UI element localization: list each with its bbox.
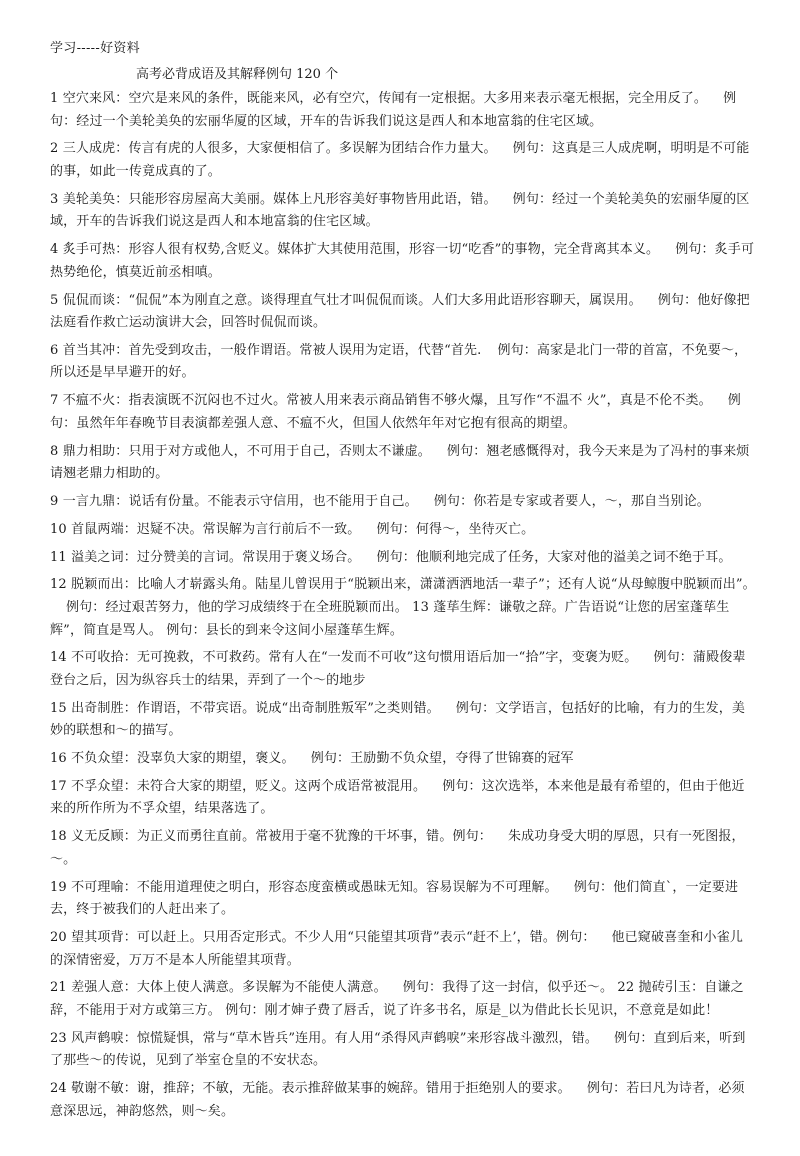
idiom-example: 例句：你若是专家或者要人，～，那自当别论。 xyxy=(433,494,710,509)
idiom-example: 例句：他好像把法庭看作救亡运动演讲大会，回答时侃侃而谈。 xyxy=(50,292,750,331)
idiom-definition: 作谓语，不带宾语。说成“出奇制胜叛军”之类则错。 xyxy=(136,700,440,716)
idiom-entry xyxy=(50,927,756,972)
idiom-list xyxy=(50,88,756,1156)
idiom-example: 例句：若曰凡为诗者，必须意深思远，神韵悠然，则～矣。 xyxy=(50,1081,745,1119)
idiom-example: 例句：直到后来，听到了那些～的传说，见到了举室仓皇的不安状态。 xyxy=(50,1030,746,1069)
idiom-entry xyxy=(50,748,756,771)
idiom-example: 他已窥破喜奎和小雀儿的深情密爱，万万不是本人所能望其项背。 xyxy=(50,929,744,968)
idiom-example: 例句：蒲殿俊辈登台之后，因为纵容兵士的结果，弄到了一个～的地步 xyxy=(50,650,746,688)
idiom-term: 11 溢美之词： xyxy=(50,549,137,565)
idiom-entry xyxy=(50,88,756,133)
idiom-example: 例句：经过艰苦努力，他的学习成绩终于在全班脱颖而出。 13 蓬荜生辉：谦敬之辞。广告语说“让您的居室蓬荜生辉”，简直是骂人。 例句：县长的到来令这间小屋蓬荜生辉。 xyxy=(50,599,730,638)
idiom-term: 5 侃侃而谈： xyxy=(50,292,129,308)
idiom-definition: 无可挽救，不可救药。常有人在“一发而不可收”这句惯用语后加一“拾”字，变褒为贬。 xyxy=(136,650,638,666)
idiom-definition: 为正义而勇往直前。常被用于毫不犹豫的干坏事，错。例句： xyxy=(136,829,492,845)
idiom-term: 19 不可理喻： xyxy=(50,879,137,895)
idiom-entry xyxy=(50,776,756,821)
idiom-entry xyxy=(50,1028,756,1073)
idiom-entry xyxy=(50,574,756,642)
idiom-term: 14 不可收拾： xyxy=(50,650,137,666)
idiom-definition: 惊慌疑惧，常与“草木皆兵”连用。有人用“杀得风声鹤唳”来形容战斗激烈，错。 xyxy=(136,1030,599,1046)
idiom-definition: 只能形容房屋高大美丽。媒体上凡形容美好事物皆用此语，错。 xyxy=(128,191,497,207)
idiom-example: 例句：这真是三人成虎啊，明明是不可能的事，如此一传竟成真的了。 xyxy=(50,141,750,179)
idiom-example: 例句：他顺利地完成了任务，大家对他的溢美之词不绝于耳。 xyxy=(376,549,732,565)
idiom-term: 12 脱颖而出： xyxy=(50,577,137,593)
idiom-example: 例句：我得了这一封信，似乎还～。 22 抛砖引玉：自谦之辞，不能用于对方或第三方。 例句：刚才婶子费了唇舌，说了许多书名，原是_以为借此长长见识，不意竟是如此！ xyxy=(50,980,744,1018)
idiom-entry xyxy=(50,390,756,435)
idiom-definition: 只用于对方或他人，不可用于自己，否则太不谦虚。 xyxy=(128,443,431,459)
idiom-entry xyxy=(50,547,756,570)
idiom-definition: 未符合大家的期望，贬义。这两个成语常被混用。 xyxy=(136,778,427,794)
idiom-definition: 首先受到攻击，一般作谓语。常被人误用为定语，代替“首先. xyxy=(128,342,482,358)
idiom-term: 18 义无反顾： xyxy=(50,829,137,845)
idiom-term: 1 空穴来风： xyxy=(50,91,129,106)
idiom-definition: 可以赶上。只用否定形式。不少人用“只能望其项背”表示“赶不上’，错。例句： xyxy=(136,929,596,945)
idiom-entry xyxy=(50,441,756,486)
idiom-term: 16 不负众望： xyxy=(50,751,137,767)
idiom-entry xyxy=(50,698,756,743)
idiom-term: 7 不瘟不火： xyxy=(50,393,129,409)
idiom-term: 23 风声鹤唳： xyxy=(50,1030,137,1046)
idiom-definition: “侃侃”本为刚直之意。谈得理直气壮才叫侃侃而谈。人们大多用此语形容聊天，属误用。 xyxy=(128,292,642,308)
idiom-definition: 谢，推辞；不敏，无能。表示推辞做某事的婉辞。错用于拒绝别人的要求。 xyxy=(136,1081,571,1097)
idiom-entry xyxy=(50,290,756,335)
idiom-term: 6 首当其冲： xyxy=(50,342,129,358)
idiom-example: 例句：他们简直`，一定要进去，终于被我们的人赶出来了。 xyxy=(50,879,739,918)
idiom-term: 9 一言九鼎： xyxy=(50,494,129,509)
idiom-definition: 传言有虎的人很多，大家便相信了。多误解为团结合作力量大。 xyxy=(128,141,497,157)
idiom-term: 20 望其项背： xyxy=(50,929,137,945)
idiom-term: 15 出奇制胜： xyxy=(50,700,137,716)
page-header: 学习-----好资料 xyxy=(50,41,140,56)
idiom-entry xyxy=(50,239,756,284)
idiom-term: 21 差强人意： xyxy=(50,980,137,996)
idiom-example: 例句：炙手可热势绝伦，慎莫近前丞相嗔。 xyxy=(50,242,755,280)
idiom-example: 例句：经过一个美轮美奂的宏丽华厦的区域，开车的告诉我们说这是西人和本地富翁的住宅区域。 xyxy=(50,191,750,230)
idiom-definition: 过分赞美的言词。常误用于褒义场合。 xyxy=(136,549,361,565)
idiom-entry xyxy=(50,977,756,1022)
idiom-definition: 比喻人才崭露头角。陆星儿曾误用于“脱颖出来，潇潇洒洒地活一辈子”；还有人说“从母鲸腹中脱颖而出”。 xyxy=(136,577,756,593)
idiom-example: 例句：文学语言，包括好的比喻，有力的生发，美妙的联想和～的描写。 xyxy=(50,700,746,739)
document-title: 高考必背成语及其解释例句 120 个 xyxy=(136,67,339,82)
idiom-entry xyxy=(50,826,756,871)
idiom-entry xyxy=(50,647,756,692)
idiom-entry xyxy=(50,519,756,542)
idiom-entry xyxy=(50,138,756,183)
idiom-definition: 不能用道理使之明白，形容态度蛮横或愚昧无知。容易误解为不可理解。 xyxy=(136,879,558,895)
idiom-entry xyxy=(50,340,756,385)
idiom-term: 3 美轮美奂： xyxy=(50,191,129,207)
idiom-example: 例句：翘老感慨得对，我今天来是为了冯村的事来烦请翘老鼎力相助的。 xyxy=(50,443,750,482)
idiom-example: 例句：经过一个美轮美奂的宏丽华厦的区域，开车的告诉我们说这是西人和本地富翁的住宅区域。 xyxy=(50,91,737,129)
idiom-example: 朱成功身受大明的厚恩，只有一死图报，～。 xyxy=(50,829,745,867)
idiom-entry xyxy=(50,1078,756,1123)
idiom-entry xyxy=(50,877,756,922)
idiom-definition: 迟疑不决。常误解为言行前后不一致。 xyxy=(136,521,361,537)
idiom-term: 10 首鼠两端： xyxy=(50,521,137,537)
idiom-example: 例句：何得～，坐待灭亡。 xyxy=(376,521,535,537)
idiom-term: 2 三人成虎： xyxy=(50,141,129,157)
idiom-entry xyxy=(50,189,756,234)
idiom-entry xyxy=(50,491,756,514)
idiom-definition: 指表演既不沉闷也不过火。常被人用来表示商品销售不够火爆，且写作“不温不 火”，真是不伦不类。 xyxy=(128,393,712,409)
idiom-definition: 形容人很有权势,含贬义。媒体扩大其使用范围，形容一切“吃香”的事物，完全背离其本义。 xyxy=(128,242,660,258)
idiom-example: 例句：虽然年年春晚节目表演都差强人意、不瘟不火，但国人依然年年对它抱有很高的期望。 xyxy=(50,393,741,431)
idiom-entry xyxy=(50,1128,756,1151)
idiom-definition: 大体上使人满意。多误解为不能使人满意。 xyxy=(136,980,387,996)
idiom-example: 例句：这次选举，本来他是最有希望的，但由于他近来的所作所为不孚众望，结果落选了。 xyxy=(50,778,745,817)
idiom-example: 例句：王励勤不负众望，夺得了世锦赛的冠军 xyxy=(310,751,574,767)
idiom-term: 17 不孚众望： xyxy=(50,778,137,794)
idiom-term: 8 鼎力相助： xyxy=(50,443,129,459)
idiom-definition: 没辜负大家的期望，褒义。 xyxy=(136,751,295,767)
idiom-term: 4 炙手可热： xyxy=(50,242,129,258)
idiom-example: 例句：高家是北门一带的首富，不免要～，所以还是早早避开的好。 xyxy=(50,342,748,381)
idiom-term: 24 敬谢不敏： xyxy=(50,1081,137,1097)
idiom-definition: 空穴是来风的条件，既能来风，必有空穴，传闻有一定根据。大多用来表示毫无根据，完全用反了。 xyxy=(128,91,708,106)
idiom-definition: 说话有份量。不能表示守信用，也不能用于自己。 xyxy=(128,494,418,509)
